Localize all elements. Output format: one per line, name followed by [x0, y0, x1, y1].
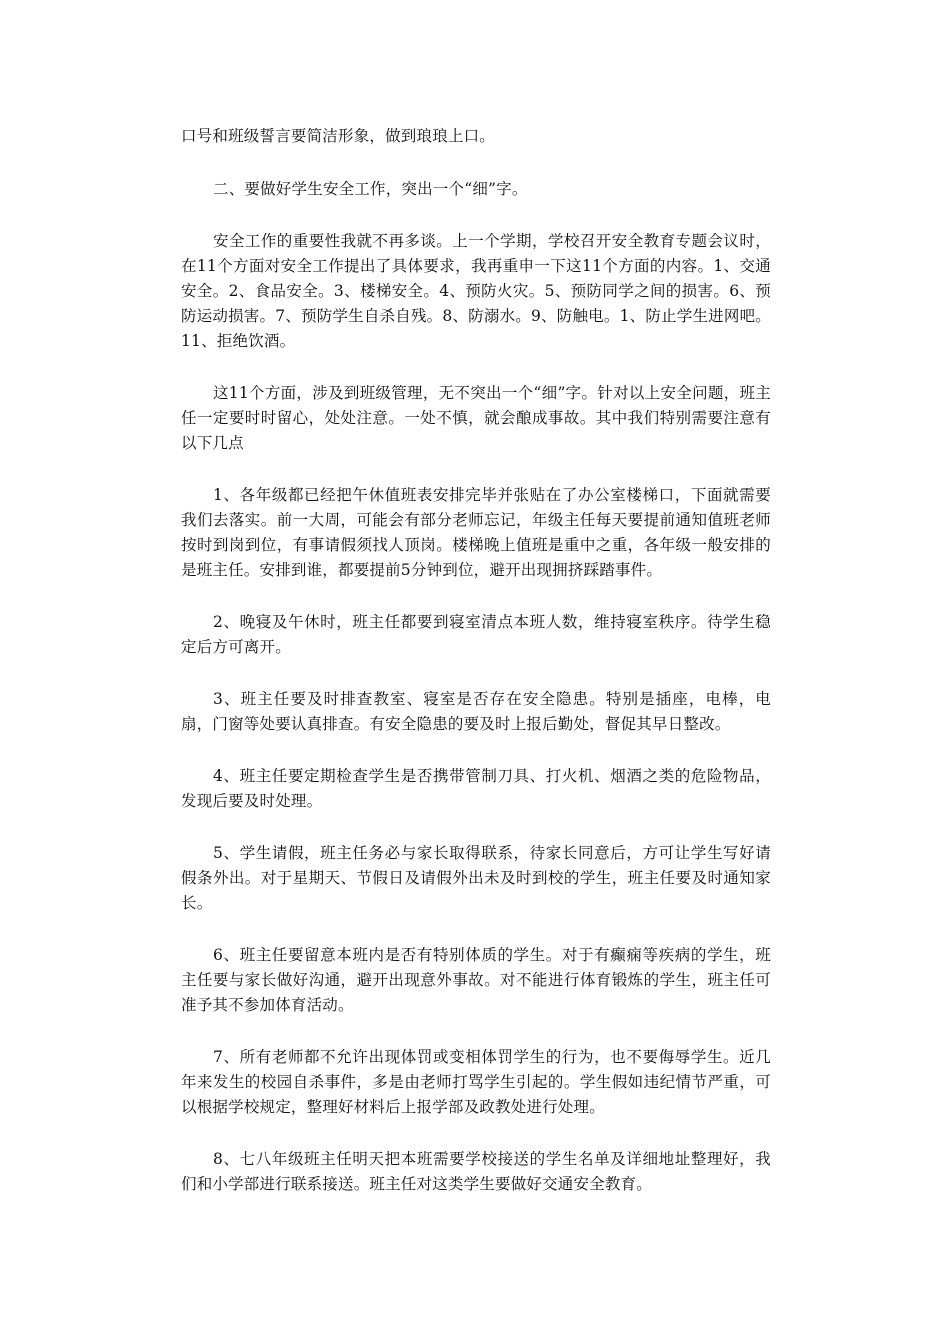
- list-item-6: 6、班主任要留意本班内是否有特别体质的学生。对于有癫痫等疾病的学生，班主任要与家长做好沟通，避开出现意外事故。对不能进行体育锻炼的学生，班主任可准予其不参加体育活动。: [181, 946, 771, 1014]
- document-body: [181, 124, 771, 1224]
- list-item-3: 3、班主任要及时排查教室、寝室是否存在安全隐患。特别是插座，电棒，电扇，门窗等处要认真排查。有安全隐患的要及时上报后勤处，督促其早日整改。: [181, 690, 771, 733]
- list-item-2: 2、晚寝及午休时，班主任都要到寝室清点本班人数，维持寝室秩序。待学生稳定后方可离开。: [181, 613, 771, 656]
- list-item-1: 1、各年级都已经把午休值班表安排完毕并张贴在了办公室楼梯口，下面就需要我们去落实。前一大周，可能会有部分老师忘记，年级主任每天要提前通知值班老师按时到岗到位，有事请假须找人顶岗。楼梯晚上值班是重中之重，各年级一般安排的是班主任。安排到谁，都要提前5分钟到位，避开出现拥挤踩踏事件。: [181, 486, 771, 579]
- list-item-8: 8、七八年级班主任明天把本班需要学校接送的学生名单及详细地址整理好，我们和小学部进行联系接送。班主任对这类学生要做好交通安全教育。: [181, 1150, 771, 1193]
- list-item-4: 4、班主任要定期检查学生是否携带管制刀具、打火机、烟酒之类的危险物品，发现后要及时处理。: [181, 767, 771, 810]
- list-item-7: 7、所有老师都不允许出现体罚或变相体罚学生的行为，也不要侮辱学生。近几年来发生的校园自杀事件，多是由老师打骂学生引起的。学生假如违纪情节严重，可以根据学校规定，整理好材料后上报学部及政教处进行处理。: [181, 1048, 771, 1116]
- paragraph-continuation: 口号和班级誓言要简洁形象，做到琅琅上口。: [181, 127, 496, 145]
- paragraph-safety-details: 这11个方面，涉及到班级管理，无不突出一个“细”字。针对以上安全问题，班主任一定要时时留心，处处注意。一处不慎，就会酿成事故。其中我们特别需要注意有以下几点: [181, 384, 771, 452]
- paragraph-safety-overview: 安全工作的重要性我就不再多谈。上一个学期，学校召开安全教育专题会议时，在11个方面对安全工作提出了具体要求，我再重申一下这11个方面的内容。1、交通安全。2、食品安全。3、楼梯安全。4、预防火灾。5、预防同学之间的损害。6、预防运动损害。7、预防学生自杀自残。8、防溺水。9、防触电。1、防止学生进网吧。11、拒绝饮酒。: [181, 232, 771, 350]
- list-item-5: 5、学生请假，班主任务必与家长取得联系，待家长同意后，方可让学生写好请假条外出。对于星期天、节假日及请假外出未及时到校的学生，班主任要及时通知家长。: [181, 844, 771, 912]
- section-heading-safety: 二、要做好学生安全工作，突出一个“细”字。: [213, 180, 528, 198]
